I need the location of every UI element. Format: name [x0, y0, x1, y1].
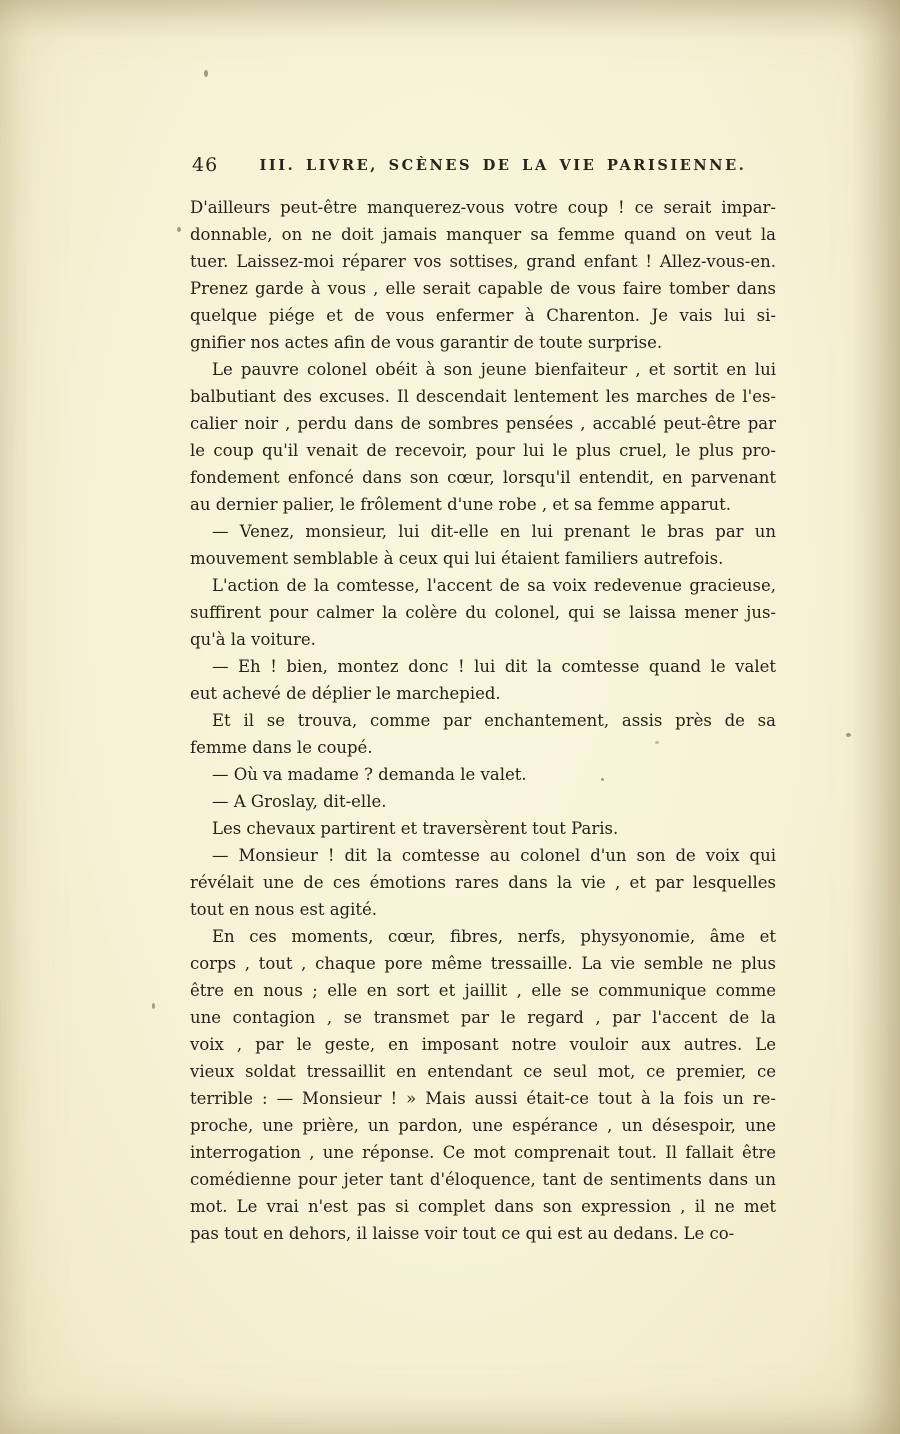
- text-line: être en nous ; elle en sort et jaillit , elle se communique comme: [190, 981, 776, 1000]
- running-header-title: III. LIVRE, SCÈNES DE LA VIE PARISIENNE.: [259, 157, 747, 174]
- text-line: suffirent pour calmer la colère du colonel, qui se laissa mener jus-: [190, 603, 776, 622]
- text-line: balbutiant des excuses. Il descendait lentement les marches de l'es-: [190, 387, 776, 406]
- text-line: mot. Le vrai n'est pas si complet dans son expression , il ne met: [190, 1197, 776, 1216]
- text-line: tuer. Laissez-moi réparer vos sottises, grand enfant ! Allez-vous-en.: [190, 252, 776, 271]
- text-line: calier noir , perdu dans de sombres pensées , accablé peut-être par: [190, 414, 776, 433]
- paragraph: [190, 923, 776, 1247]
- text-line: qu'à la voiture.: [190, 630, 316, 649]
- text-line: fondement enfoncé dans son cœur, lorsqu'il entendit, en parvenant: [190, 468, 776, 487]
- paragraph: [190, 653, 776, 707]
- text-line: interrogation , une réponse. Ce mot comprenait tout. Il fallait être: [190, 1143, 776, 1162]
- text-line: Prenez garde à vous , elle serait capable de vous faire tomber dans: [190, 279, 776, 298]
- scan-speck: [152, 1003, 155, 1009]
- text-line: Le pauvre colonel obéit à son jeune bienfaiteur , et sortit en lui: [212, 360, 776, 379]
- text-line: terrible : — Monsieur ! » Mais aussi était-ce tout à la fois un re-: [190, 1089, 776, 1108]
- scan-edge-shade-right: [852, 0, 900, 1434]
- text-line: donnable, on ne doit jamais manquer sa femme quand on veut la: [190, 225, 776, 244]
- text-line: — Venez, monsieur, lui dit-elle en lui prenant le bras par un: [212, 522, 776, 541]
- text-line: au dernier palier, le frôlement d'une robe , et sa femme apparut.: [190, 495, 731, 514]
- scan-speck: [204, 70, 208, 77]
- text-line: révélait une de ces émotions rares dans la vie , et par lesquelles: [190, 873, 776, 892]
- text-line: mouvement semblable à ceux qui lui étaient familiers autrefois.: [190, 549, 724, 568]
- text-line: quelque piége et de vous enfermer à Charenton. Je vais lui si-: [190, 306, 776, 325]
- text-line: — A Groslay, dit-elle.: [212, 792, 387, 811]
- paragraph: [190, 842, 776, 923]
- scan-edge-shade-top: [0, 0, 900, 40]
- page-number: 46: [192, 154, 219, 176]
- text-line: gnifier nos actes afin de vous garantir de toute surprise.: [190, 333, 663, 352]
- text-line: le coup qu'il venait de recevoir, pour lui le plus cruel, le plus pro-: [190, 441, 776, 460]
- text-line: En ces moments, cœur, fibres, nerfs, physyonomie, âme et: [212, 927, 776, 946]
- paragraph: [190, 194, 776, 356]
- paragraph: [190, 572, 776, 653]
- page-body: [190, 194, 776, 1247]
- text-line: corps , tout , chaque pore même tressaille. La vie semble ne plus: [190, 954, 776, 973]
- paragraph: [190, 356, 776, 518]
- paragraph: [190, 815, 776, 842]
- scan-speck: [846, 733, 851, 737]
- scan-speck: [177, 227, 181, 232]
- text-line: pas tout en dehors, il laisse voir tout ce qui est au dedans. Le co-: [190, 1224, 735, 1243]
- text-line: Les chevaux partirent et traversèrent tout Paris.: [212, 819, 619, 838]
- running-header: [190, 152, 776, 182]
- text-line: vieux soldat tressaillit en entendant ce seul mot, ce premier, ce: [190, 1062, 776, 1081]
- text-line: — Monsieur ! dit la comtesse au colonel d'un son de voix qui: [212, 846, 776, 865]
- text-line: — Où va madame ? demanda le valet.: [212, 765, 527, 784]
- paragraph: [190, 707, 776, 761]
- text-line: Et il se trouva, comme par enchantement, assis près de sa: [212, 711, 776, 730]
- text-line: — Eh ! bien, montez donc ! lui dit la comtesse quand le valet: [212, 657, 776, 676]
- text-line: D'ailleurs peut-être manquerez-vous votre coup ! ce serait impar-: [190, 198, 776, 217]
- paragraph: [190, 761, 776, 788]
- paragraph: [190, 788, 776, 815]
- text-line: femme dans le coupé.: [190, 738, 373, 757]
- text-line: L'action de la comtesse, l'accent de sa voix redevenue gracieuse,: [212, 576, 776, 595]
- text-line: voix , par le geste, en imposant notre vouloir aux autres. Le: [190, 1035, 776, 1054]
- text-line: eut achevé de déplier le marchepied.: [190, 684, 501, 703]
- paragraph: [190, 518, 776, 572]
- text-line: proche, une prière, un pardon, une espérance , un désespoir, une: [190, 1116, 776, 1135]
- text-line: une contagion , se transmet par le regard , par l'accent de la: [190, 1008, 776, 1027]
- text-line: tout en nous est agité.: [190, 900, 378, 919]
- text-block: [190, 152, 776, 1247]
- text-line: comédienne pour jeter tant d'éloquence, tant de sentiments dans un: [190, 1170, 776, 1189]
